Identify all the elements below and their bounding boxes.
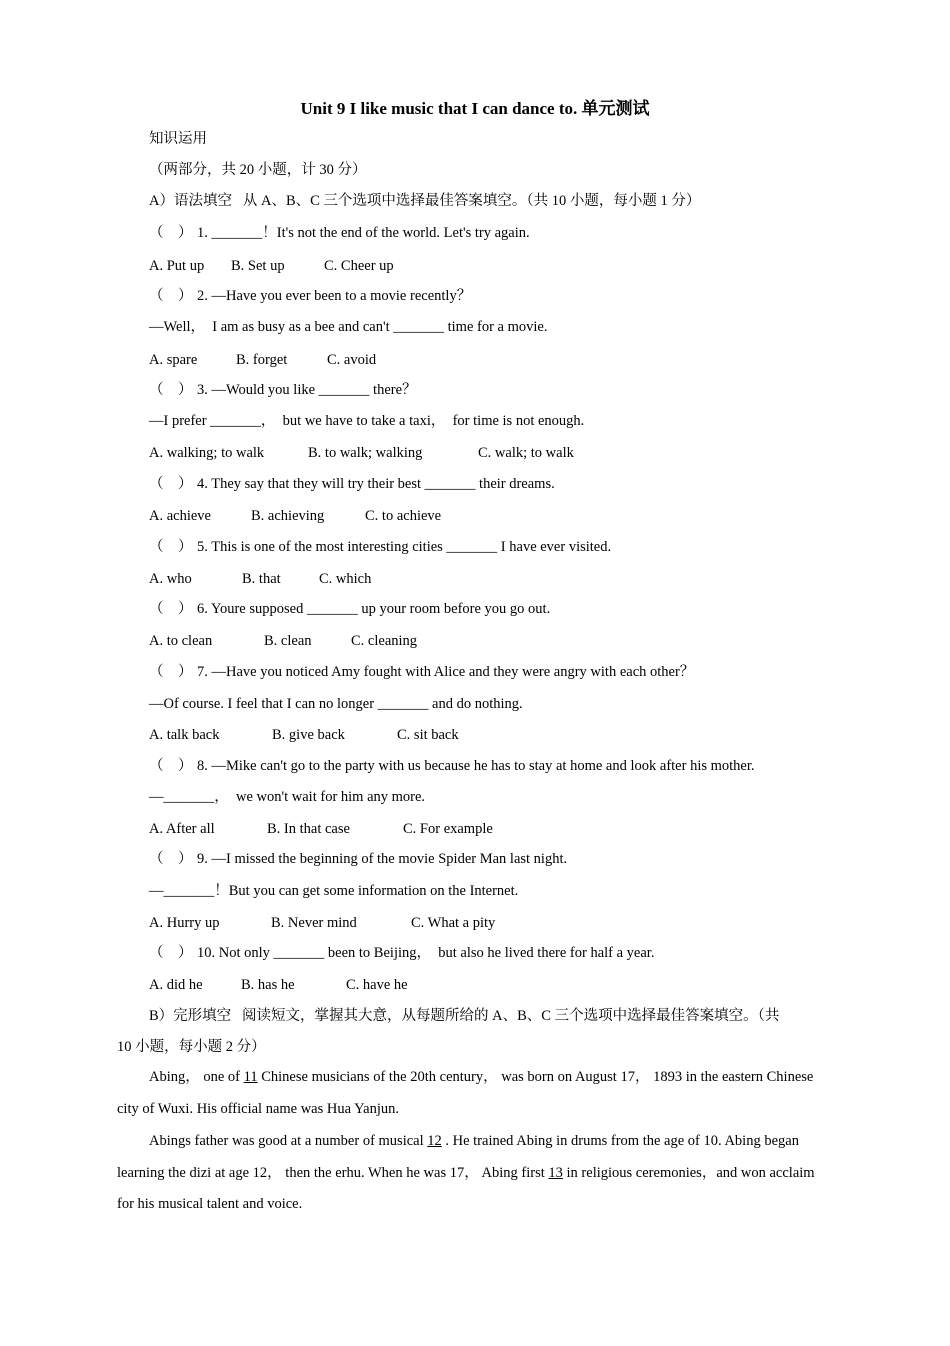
option-c: C. which (319, 571, 372, 587)
part-a-heading: A）语法填空 从 A、B、C 三个选项中选择最佳答案填空。（共 10 小题，每小题 1 分） (149, 193, 701, 209)
option-b: B. In that case (267, 821, 350, 837)
option-b: B. forget (236, 352, 288, 368)
option-c: C. to achieve (365, 508, 442, 524)
option-b: B. Never mind (271, 915, 357, 931)
option-a: A. After all (149, 821, 215, 837)
question-stem: 9. —I missed the beginning of the movie Spider Man last night. (197, 851, 568, 867)
question-3-reply: —I prefer _______， but we have to take a taxi， for time is not enough. (149, 413, 585, 429)
question-7-options (149, 725, 459, 745)
question-9-options (149, 913, 495, 933)
question-2-reply: —Well， I am as busy as a bee and can't _______ time for a movie. (149, 319, 548, 335)
option-c: C. cleaning (351, 633, 418, 649)
section-heading: 知识运用 (149, 131, 207, 147)
question-9 (149, 849, 567, 869)
option-a: A. who (149, 571, 192, 587)
answer-paren: （ ） (149, 476, 193, 492)
option-a: A. walking; to walk (149, 445, 265, 461)
question-5-options (149, 569, 371, 589)
question-2-options (149, 350, 376, 370)
question-4 (149, 474, 555, 494)
part-b-heading-cont: 10 小题，每小题 2 分） (117, 1039, 266, 1055)
option-a: A. achieve (149, 508, 211, 524)
question-stem: 1. _______！It's not the end of the world. Let's try again. (197, 225, 530, 241)
page-title: Unit 9 I like music that I can dance to. 单元测试 (300, 99, 650, 118)
section-note: （两部分，共 20 小题，计 30 分） (149, 162, 367, 178)
question-stem: 7. —Have you noticed Amy fought with Alice and they were angry with each other？ (197, 664, 695, 680)
blank-13: 13 (548, 1164, 563, 1181)
option-b: B. has he (241, 977, 295, 993)
option-c: C. sit back (397, 727, 459, 743)
blank-12: 12 (427, 1133, 442, 1149)
option-b: B. clean (264, 633, 312, 649)
passage-paragraph-2: Abings father was good at a number of musical 12 . He trained Abing in drums from the age of 10. Abing began learning the dizi at age 12， then the erhu. When he was 17， Abing first 13 in religious ceremonies，and won acclaim for his musical talent and voice. (117, 1133, 815, 1212)
answer-paren: （ ） (149, 851, 193, 867)
question-1 (149, 223, 530, 243)
question-10-options (149, 975, 408, 995)
answer-paren: （ ） (149, 664, 193, 680)
question-stem: 3. —Would you like _______ there？ (197, 382, 417, 398)
question-stem: 5. This is one of the most interesting cities _______ I have ever visited. (197, 539, 612, 555)
question-9-reply: —_______！But you can get some information on the Internet. (149, 883, 519, 899)
question-3 (149, 380, 417, 400)
option-a: A. did he (149, 977, 203, 993)
question-7 (149, 662, 694, 682)
option-a: A. to clean (149, 633, 213, 649)
option-b: B. Set up (231, 258, 285, 274)
question-8-options (149, 819, 493, 839)
question-10 (149, 943, 654, 963)
option-c: C. have he (346, 977, 408, 993)
question-3-options (149, 443, 574, 463)
question-stem: 8. —Mike can't go to the party with us because he has to stay at home and look after his mother. (197, 758, 755, 774)
question-stem: 2. —Have you ever been to a movie recently？ (197, 288, 472, 304)
option-c: C. What a pity (411, 915, 496, 931)
blank-11: 11 (243, 1069, 258, 1085)
question-5 (149, 537, 611, 557)
question-6 (149, 599, 550, 619)
question-8 (149, 756, 755, 776)
part-b-heading: B）完形填空 阅读短文，掌握其大意，从每题所给的 A、B、C 三个选项中选择最佳答案填空。（共 (149, 1008, 780, 1024)
question-1-options (149, 256, 394, 276)
option-b: B. that (242, 571, 281, 587)
option-c: C. walk; to walk (478, 445, 574, 461)
answer-paren: （ ） (149, 288, 193, 304)
question-stem: 4. They say that they will try their best _______ their dreams. (197, 476, 555, 492)
option-c: C. Cheer up (324, 258, 394, 274)
question-stem: 10. Not only _______ been to Beijing， but also he lived there for half a year. (197, 945, 655, 961)
answer-paren: （ ） (149, 945, 193, 961)
option-a: A. spare (149, 352, 198, 368)
answer-paren: （ ） (149, 539, 193, 555)
option-c: C. For example (403, 821, 493, 837)
passage-paragraph-1: Abing， one of 11 Chinese musicians of the 20th century， was born on August 17， 1893 in the eastern Chinese city of Wuxi. His official name was Hua Yanjun. (117, 1069, 814, 1117)
option-b: B. to walk; walking (308, 445, 423, 461)
question-8-reply: —_______， we won't wait for him any more. (149, 789, 426, 805)
question-4-options (149, 506, 441, 526)
question-7-reply: —Of course. I feel that I can no longer _______ and do nothing. (149, 696, 523, 712)
option-a: A. Hurry up (149, 915, 220, 931)
question-2 (149, 286, 471, 306)
option-a: A. talk back (149, 727, 220, 743)
question-6-options (149, 631, 417, 651)
option-b: B. achieving (251, 508, 325, 524)
answer-paren: （ ） (149, 382, 193, 398)
option-b: B. give back (272, 727, 345, 743)
option-a: A. Put up (149, 258, 205, 274)
answer-paren: （ ） (149, 601, 193, 617)
answer-paren: （ ） (149, 225, 193, 241)
option-c: C. avoid (327, 352, 377, 368)
question-stem: 6. Youre supposed _______ up your room before you go out. (197, 601, 551, 617)
answer-paren: （ ） (149, 758, 193, 774)
